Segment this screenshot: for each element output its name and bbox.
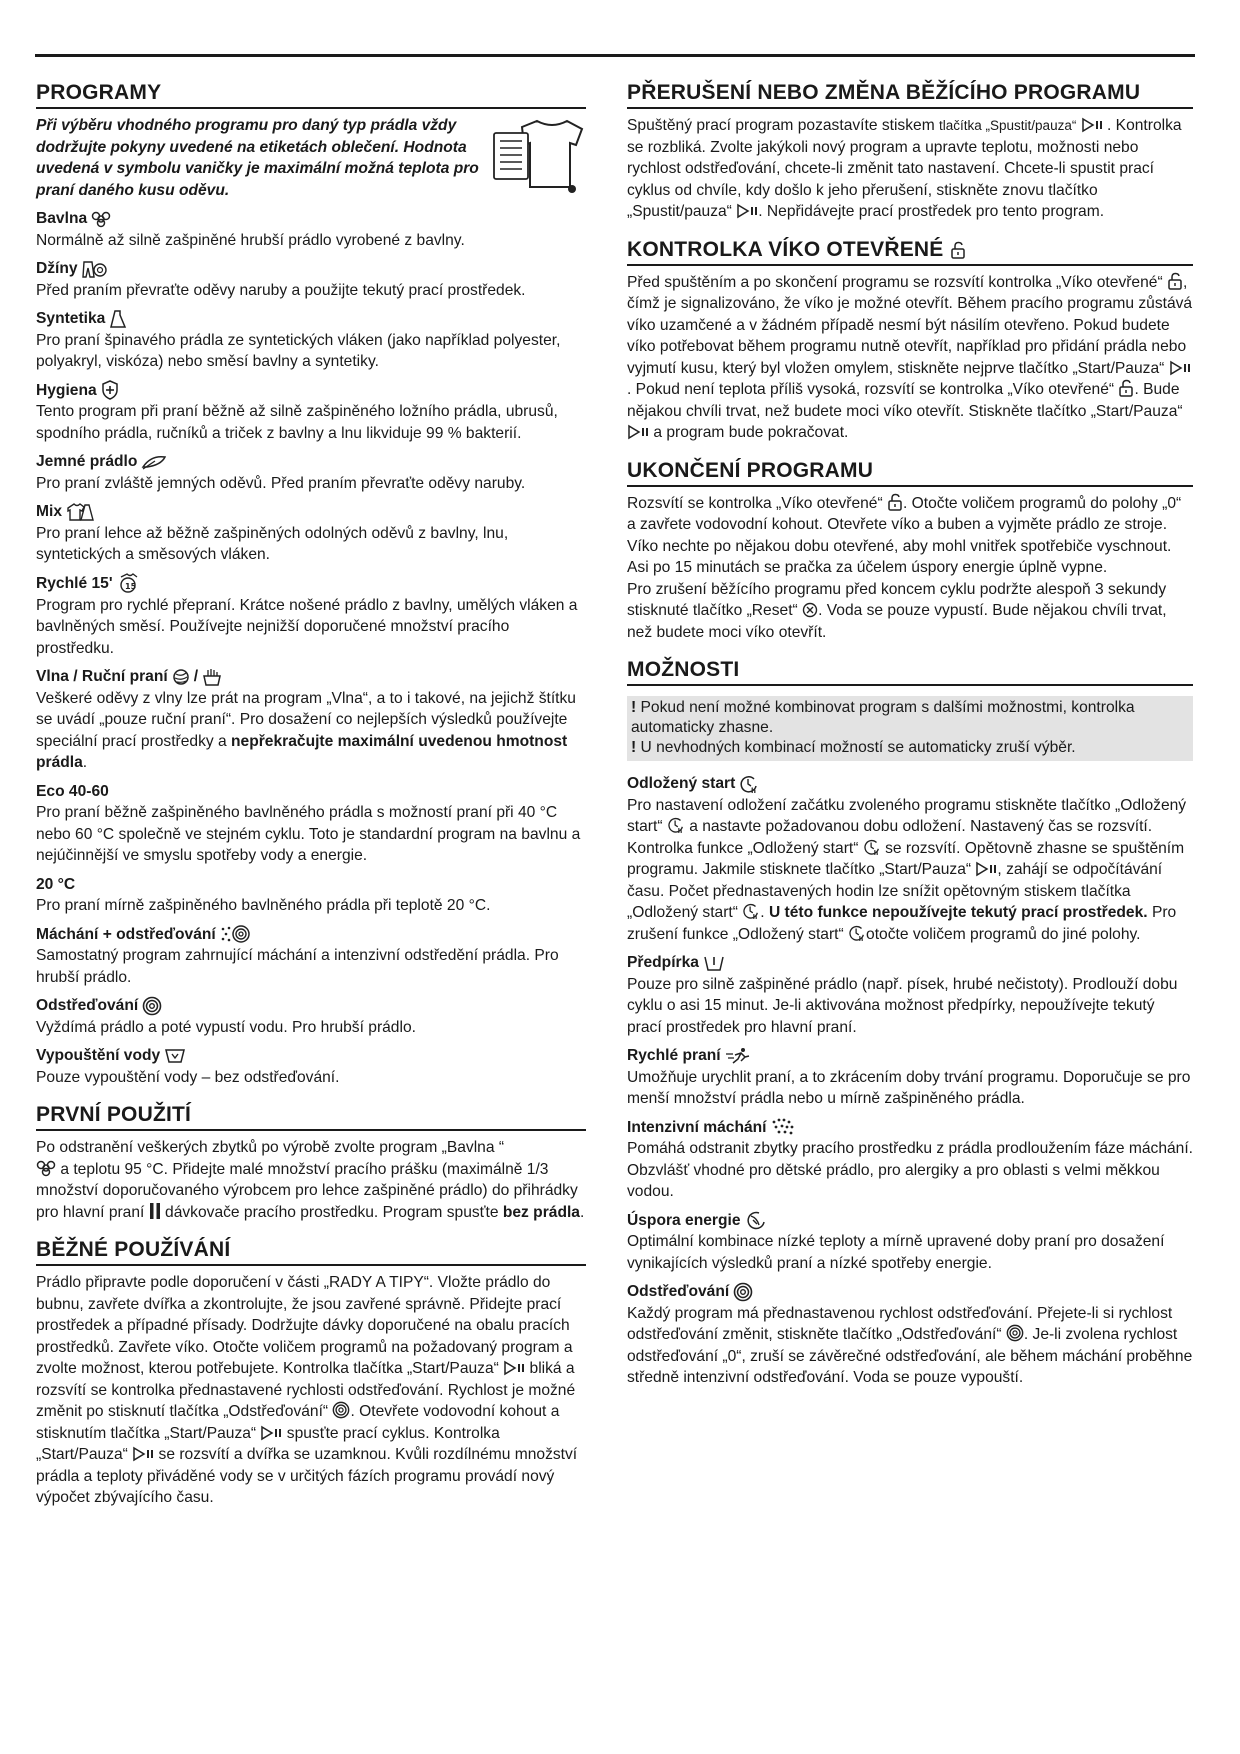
section-ukonceni [627, 458, 1193, 644]
options-warning-box [627, 696, 1193, 761]
program-machani-odstredovani [36, 924, 586, 989]
program-desc: Pro praní špinavého prádla ze syntetických vláken (jako například polyester, polyakryl, viskóza) nebo směsí bavlny a syntetiky. [36, 331, 561, 370]
rinse-spin-icon [220, 924, 250, 944]
kontrolka-text-4: . Bude nějakou chvíli trvat, než budete moci víko otevřít. Stiskněte tlačítko „Start/Pauza“ [627, 381, 1183, 420]
drain-icon [164, 1047, 186, 1065]
delay-start-icon [667, 816, 685, 834]
program-odstredovani [36, 995, 586, 1038]
program-desc-a: Veškeré oděvy z vlny lze prát na program „Vlna“, a to i takové, na jejichž štítku se uvádí „pouze ruční praní“. Pro dosažení co nejlepších výsledků používejte speciální prací prostředky a [36, 689, 576, 750]
ukonceni-text-4: . Voda se pouze vypustí. Bude nějakou chvíli trvat, než budete moci víko otevřít. [627, 602, 1167, 641]
start-pause-icon [260, 1425, 282, 1441]
kontrolka-text-1: Před spuštěním a po skončení programu se rozsvítí kontrolka „Víko otevřené“ [627, 273, 1167, 291]
odlozeny-text-7: Pro zrušení funkce „Odložený start“ [627, 904, 1177, 943]
program-name-slash: / [193, 668, 199, 685]
cotton-flower-icon [91, 210, 111, 228]
start-pause-icon [736, 203, 758, 219]
option-desc: Pouze pro silně zašpiněné prádlo (např. písek, hrubé nečistoty). Prodlouží dobu cyklu o asi 15 minut. Je-li aktivována možnost předpírky, nepoužívejte tekutý prací prostředek pro hlavní praní. [627, 975, 1178, 1036]
start-pause-icon [132, 1446, 154, 1462]
svg-text:h: h [751, 786, 757, 794]
program-name: Bavlna [36, 210, 88, 227]
delay-start-icon [742, 902, 760, 920]
energy-saving-icon [745, 1210, 767, 1230]
program-20c [36, 874, 586, 917]
program-name: Syntetika [36, 310, 106, 327]
intensive-rinse-icon [771, 1118, 795, 1136]
option-name: Odstřeďování [627, 1283, 730, 1300]
options-note-2 [631, 738, 1189, 758]
bezne-text [36, 1272, 586, 1509]
section-title-bezne-pouzivani: BĚŽNÉ POUŽÍVÁNÍ [36, 1237, 586, 1266]
prvni-text-bold: bez prádla [502, 1203, 580, 1221]
odlozeny-text-2: a nastavte požadovanou dobu odložení. Nastavený čas se rozsvítí. Kontrolka funkce „Odložený start“ [627, 818, 1153, 857]
note-2-text: U nevhodných kombinací možností se automaticky zruší výběr. [636, 739, 1076, 756]
option-name: Odložený start [627, 775, 736, 792]
options-note-1 [631, 698, 1189, 738]
programy-intro-wrap [36, 115, 586, 201]
svg-text:h: h [858, 935, 864, 942]
delay-start-icon [739, 774, 759, 794]
prewash-tub-icon [703, 954, 725, 972]
bezne-text-3: . Otevřete vodovodní kohout a stisknutím tlačítka „Start/Pauza“ [36, 1403, 560, 1442]
svg-text:h: h [873, 849, 879, 856]
program-desc-c: . [82, 754, 88, 771]
program-bavlna [36, 208, 586, 251]
option-rychle-prani [627, 1045, 1193, 1110]
start-pause-icon [1081, 117, 1103, 133]
warning-mark: ! [631, 699, 637, 716]
section-title-preruseni: PŘERUŠENÍ NEBO ZMĚNA BĚŽÍCÍHO PROGRAMU [627, 80, 1193, 109]
section-bezne-pouzivani [36, 1237, 586, 1509]
right-column [627, 80, 1193, 1403]
quick-15-icon [117, 573, 141, 595]
program-desc: Před praním převraťte oděvy naruby a použijte tekutý prací prostředek. [36, 281, 526, 299]
program-desc: Samostatný program zahrnující máchání a intenzivní odstředění prádla. Pro hrubší prádlo. [36, 947, 559, 986]
option-predpirka [627, 952, 1193, 1038]
prvni-text [36, 1137, 586, 1223]
section-title-programy: PROGRAMY [36, 80, 586, 109]
option-desc: Optimální kombinace nízké teploty a mírně upravené doby praní pro dosažení vynikajících výsledků praní a nízké spotřeby energie. [627, 1233, 1165, 1272]
program-dziny [36, 258, 586, 301]
bezne-text-5: se rozsvítí a dvířka se uzamknou. Kvůli rozdílnému množství prádla a teploty přiváděné vody se v určitých fázích programu provádí nový výpočet zbývajícího času. [36, 1446, 578, 1506]
section-title-kontrolka [627, 237, 1193, 266]
program-vlna [36, 666, 586, 774]
bezne-text-2: bliká a rozsvítí se kontrolka přednastavené rychlosti odstřeďování. Rychlost je možné změnit po stisknutí tlačítka „Odstřeďování“ [36, 1360, 576, 1420]
left-column [36, 80, 586, 1523]
svg-text:15: 15 [124, 581, 136, 591]
odlozeny-text-3: se rozsvítí. Opětovně zhasne se spuštěním programu. Jakmile stisknete tlačítko „Start/Pauza“ [627, 839, 1185, 878]
top-rule [35, 54, 1195, 57]
section-prvni-pouziti [36, 1102, 586, 1223]
start-pause-icon [627, 424, 649, 440]
section-moznosti [627, 657, 1193, 1389]
ukonceni-text-2: . Otočte voličem programů do polohy „0“ a zavřete vodovodní kohout. Otevřete víko a buben a vyjměte prádlo ze stroje. Víko nechte po nějakou dobu otevřené, aby mohl vnitřek spotřebiče vyschnout. Asi po 15 minutách se pračka za účelem úspory energie úplně vypne. [627, 494, 1182, 576]
option-odlozeny-start [627, 773, 1193, 945]
ukonceni-text [627, 493, 1193, 579]
note-1-text: Pokud není možné kombinovat program s dalšími možnostmi, kontrolka automaticky zhasne. [631, 699, 1135, 736]
main-wash-compartment-icon [149, 1202, 161, 1220]
bezne-text-1: Prádlo připravte podle doporučení v části „RADY A TIPY“. Vložte prádlo do bubnu, zavřete dvířka a zkontrolujte, že jsou zavřené správně. Přidejte prací prostředek a případné přísady. Dodržujte dávky doporučené na obalu pracích prostředků. Zavřete víko. Otočte voličem programů na požadovaný program a zvolte možnost, kterou potřebujete. Kontrolka tlačítka „Start/Pauza“ [36, 1274, 573, 1377]
spin-icon [332, 1401, 350, 1419]
section-title-moznosti: MOŽNOSTI [627, 657, 1193, 686]
odstredovani-text-1: Každý program má přednastavenou rychlost odstřeďování. Přejete-li si rychlost odstřeďování změnit, stiskněte tlačítko „Odstřeďování“ [627, 1304, 1173, 1343]
start-pause-icon [1169, 360, 1191, 376]
programy-intro: Při výběru vhodného programu pro daný typ prádla vždy dodržujte pokyny uvedené na etiketách oblečení. Hodnota uvedená v symbolu vaničky je maximální možná teplota pro praní daného kusu oděvu. [36, 117, 479, 199]
program-vypousteni [36, 1045, 586, 1088]
lid-open-lock-icon [1118, 379, 1134, 397]
spin-icon [733, 1282, 753, 1302]
lid-open-lock-icon [887, 493, 903, 511]
program-desc-bold: nepřekračujte maximální uvedenou hmotnost prádla [36, 732, 568, 771]
svg-text:h: h [753, 914, 758, 920]
delicates-feather-icon [141, 453, 167, 471]
odlozeny-text-5: . [760, 904, 769, 921]
program-desc: Vyždímá prádlo a poté vypustí vodu. Pro hrubší prádlo. [36, 1018, 416, 1036]
option-odstredovani [627, 1281, 1193, 1389]
section-title-prvni-pouziti: PRVNÍ POUŽITÍ [36, 1102, 586, 1131]
bezne-text-4: spusťte prací cyklus. Kontrolka „Start/Pauza“ [36, 1424, 500, 1463]
wool-icon [172, 668, 190, 686]
program-name: Vlna / Ruční praní [36, 668, 168, 685]
odlozeny-text-bold: U této funkce nepoužívejte tekutý prací prostředek. [768, 904, 1148, 921]
delay-start-icon [863, 838, 881, 856]
program-name: Rychlé 15' [36, 574, 113, 592]
program-name: Eco 40-60 [36, 782, 109, 800]
reset-icon [802, 602, 818, 618]
program-desc: Pro praní lehce až běžně zašpiněných odolných oděvů z bavlny, lnu, syntetických a směsových vláken. [36, 524, 509, 563]
program-name: Máchání + odstřeďování [36, 925, 216, 943]
program-name: Jemné prádlo [36, 453, 138, 470]
cotton-flower-icon [36, 1159, 56, 1177]
mix-garments-icon [66, 502, 96, 522]
preruseni-text-1: Spuštěný prací program pozastavíte stiskem [627, 117, 940, 134]
program-name: 20 °C [36, 875, 76, 893]
program-eco-40-60 [36, 781, 586, 867]
option-desc: Umožňuje urychlit praní, a to zkrácením doby trvání programu. Doporučuje se pro menší množství prádla nebo u mírně zašpiněného prádla. [627, 1068, 1191, 1107]
option-name: Rychlé praní [627, 1047, 721, 1064]
prvni-text-1: Po odstranění veškerých zbytků po výrobě zvolte program „Bavlna “ [36, 1139, 505, 1156]
program-hygiena [36, 380, 586, 445]
ukonceni-text-3: Pro zrušení běžícího programu před koncem cyklu podržte alespoň 3 sekundy stisknuté tlačítko „Reset“ [627, 580, 1167, 619]
program-name: Hygiena [36, 381, 97, 399]
ukonceni-text-b [627, 579, 1193, 644]
section-preruseni [627, 80, 1193, 223]
section-title-ukonceni: UKONČENÍ PROGRAMU [627, 458, 1193, 487]
odlozeny-text-4: , zahájí se odpočítávání času. Počet přednastavených hodin lze snížit opětovným stiskem tlačítka „Odložený start“ [627, 861, 1163, 921]
preruseni-text-2: . Kontrolka se rozbliká. Zvolte jakýkoli nový program a upravte teplotu, možnosti nebo rychlost odstřeďování, chcete-li změnit tato nastavení. Chcete-li spustit prací cyklus od chvíle, kdy došlo k jeho přerušení, stiskněte znovu tlačítko „Spustit/pauza“ [627, 117, 1182, 220]
section-kontrolka [627, 237, 1193, 444]
program-name: Odstřeďování [36, 997, 139, 1014]
program-mix [36, 501, 586, 566]
prvni-text-3: dávkovače pracího prostředku. Program spusťte [160, 1203, 503, 1221]
kontrolka-text [627, 272, 1193, 444]
program-name: Vypouštění vody [36, 1047, 161, 1064]
program-desc: Normálně až silně zašpiněné hrubší prádlo vyrobené z bavlny. [36, 231, 465, 249]
preruseni-text-small: tlačítka „Spustit/pauza“ [939, 118, 1077, 133]
section-programy [36, 80, 586, 1088]
program-desc: Tento program při praní běžně až silně zašpiněného ložního prádla, ubrusů, spodního prádla, ručníků a triček z bavlny a lnu likviduje 99 % bakterií. [36, 403, 558, 442]
lid-open-lock-icon [950, 241, 966, 259]
warning-mark: ! [631, 739, 637, 756]
jeans-icon [82, 260, 108, 278]
program-name: Džíny [36, 260, 78, 277]
svg-text:h: h [677, 828, 683, 834]
garment-label-shirt-icon [492, 115, 584, 195]
synthetic-bottle-icon [109, 309, 127, 329]
kontrolka-text-5: a program bude pokračovat. [649, 424, 849, 441]
program-desc: Pro praní běžně zašpiněného bavlněného prádla s možností praní při 40 °C nebo 60 °C společně ve stejném cyklu. Toto je standardní program na bavlnu a nejúčinnější ve smyslu spotřeby vody a energie. [36, 804, 581, 864]
program-jemne [36, 451, 586, 494]
option-desc [627, 795, 1193, 946]
option-desc: Pomáhá odstranit zbytky pracího prostředku z prádla prodloužením fáze máchání. Obzvlášť vhodné pro dětské prádlo, pro alergiky a pro oblasti s velmi měkkou vodou. [627, 1140, 1194, 1200]
spin-icon [1006, 1324, 1024, 1342]
program-desc: Pouze vypouštění vody – bez odstřeďování. [36, 1068, 340, 1086]
lid-open-lock-icon [1167, 272, 1183, 290]
program-desc: Program pro rychlé přepraní. Krátce nošené prádlo z bavlny, umělých vláken a bavlněných směsí. Používejte nejnižší doporučené množství pracího prostředku. [36, 596, 578, 657]
odstredovani-text-2: . Je-li zvolena rychlost odstřeďování „0“, zruší se závěrečné odstřeďování, ale během máchání proběhne středně intenzivní odstřeďování. Voda se pouze vypouští. [627, 1326, 1193, 1386]
odlozeny-text-1: Pro nastavení odložení začátku zvoleného programu stiskněte tlačítko „Odložený start“ [627, 796, 1187, 835]
start-pause-icon [503, 1360, 525, 1376]
ukonceni-text-1: Rozsvítí se kontrolka „Víko otevřené“ [627, 494, 887, 512]
kontrolka-title-text: KONTROLKA VÍKO OTEVŘENÉ [627, 237, 944, 261]
program-syntetika [36, 308, 586, 373]
option-name: Předpírka [627, 954, 699, 971]
option-name: Intenzivní máchání [627, 1118, 767, 1136]
hygiene-shield-icon [101, 380, 119, 400]
prvni-text-5: . [579, 1203, 585, 1221]
program-desc [36, 688, 586, 774]
spin-icon [142, 996, 162, 1016]
quick-wash-runner-icon [725, 1047, 751, 1065]
preruseni-text-3: . Nepřidávejte prací prostředek pro tento program. [758, 203, 1105, 220]
option-intenzivni-machani [627, 1117, 1193, 1203]
option-uspora-energie [627, 1210, 1193, 1275]
odlozeny-text-8: otočte voličem programů do jiné polohy. [866, 925, 1141, 943]
start-pause-icon [975, 861, 997, 877]
option-desc [627, 1303, 1193, 1389]
preruseni-text [627, 115, 1193, 223]
kontrolka-text-2: , čímž je signalizováno, že víko je možné otevřít. Během pracího programu zůstává víko uzamčené a v žádném případě nesmí být násilím otevřeno. Pokud budete víko potřebovat během programu nutně otevřít, například pro přidání prádla nebo vyjmutí kusu, který byl vložen omylem, stiskněte nejprve tlačítko „Start/Pauza“ [627, 273, 1193, 377]
kontrolka-text-3: . Pokud není teplota příliš vysoká, rozsvítí se kontrolka „Víko otevřené“ [627, 381, 1119, 398]
option-name: Úspora energie [627, 1211, 741, 1229]
delay-start-icon [848, 924, 866, 942]
prvni-text-2: a teplotu 95 °C. Přidejte malé množství pracího prášku (maximálně 1/3 množství doporučovaného výrobcem pro lehce zašpiněné prádlo) do přihrádky pro hlavní praní [36, 1160, 578, 1221]
program-desc: Pro praní zvláště jemných oděvů. Před praním převraťte oděvy naruby. [36, 474, 526, 492]
hand-wash-icon [202, 668, 222, 686]
program-desc: Pro praní mírně zašpiněného bavlněného prádla při teplotě 20 °C. [36, 897, 491, 914]
program-rychle-15 [36, 573, 586, 660]
program-name: Mix [36, 503, 62, 520]
